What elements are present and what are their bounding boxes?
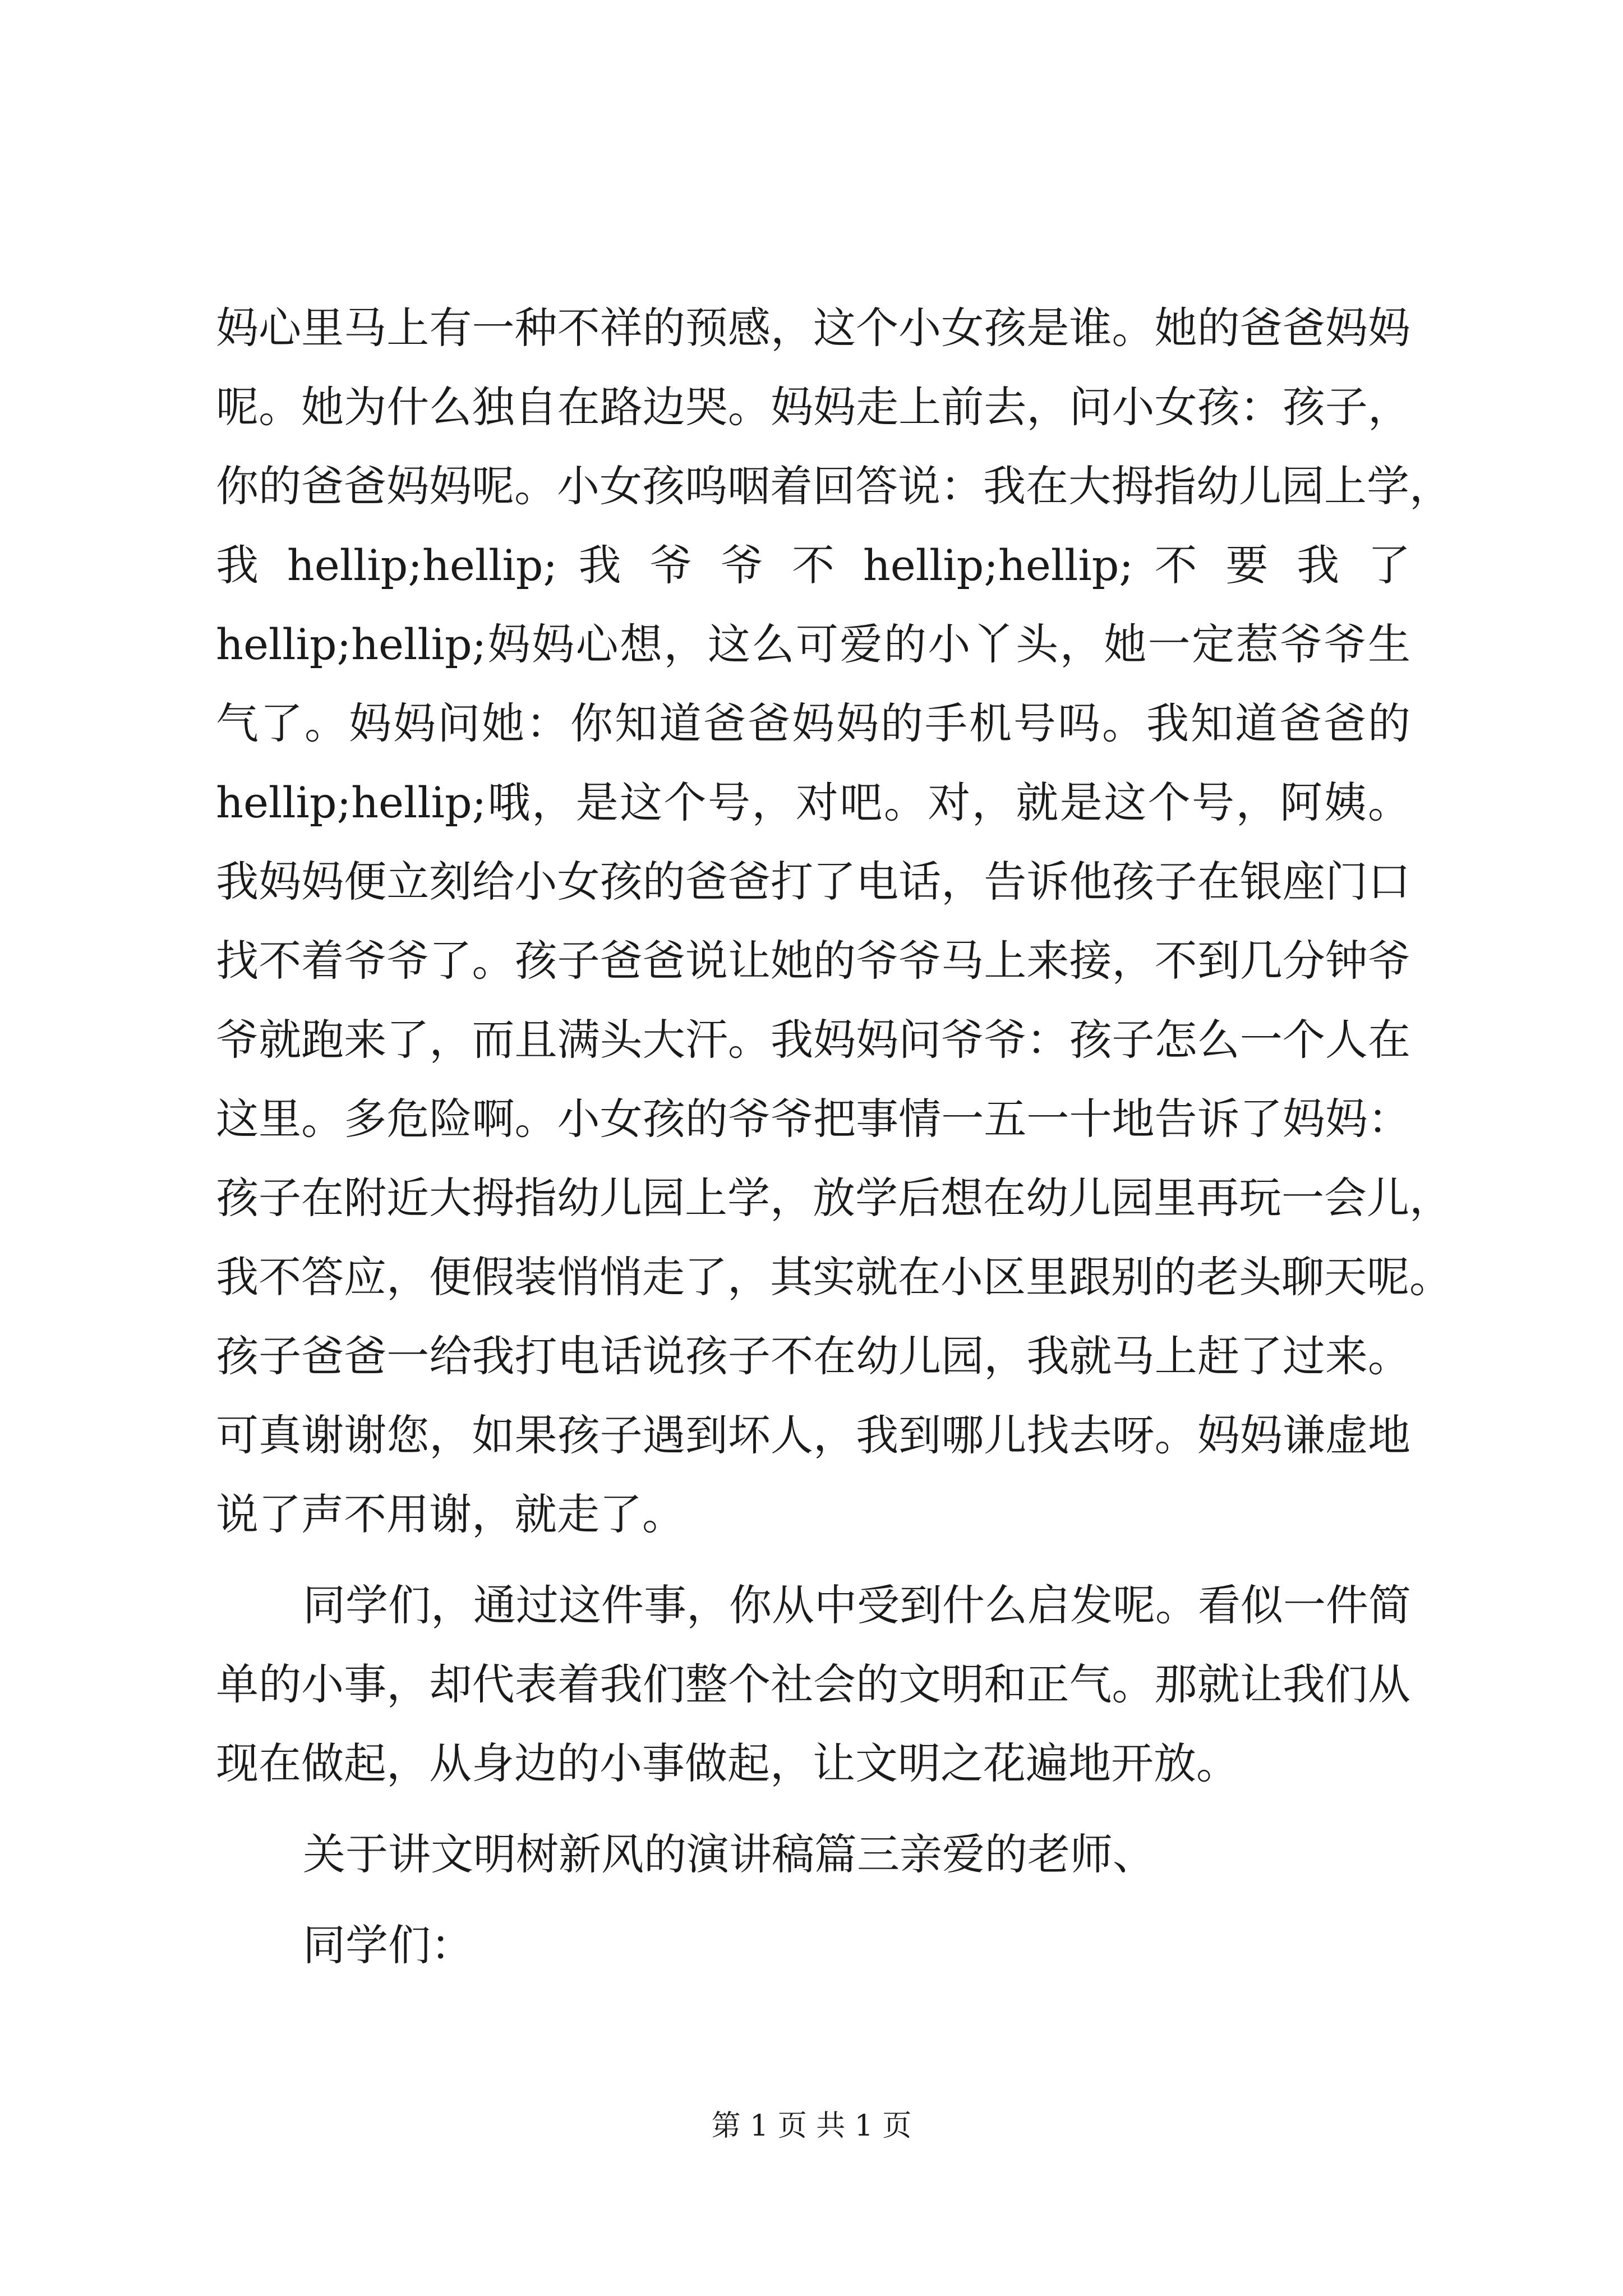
body-text-line: 孩子在附近大拇指幼儿园上学，放学后想在幼儿园里再玩一会儿， bbox=[216, 1173, 1452, 1223]
body-text-line: 爷就跑来了，而且满头大汗。我妈妈问爷爷：孩子怎么一个人在 bbox=[216, 1015, 1410, 1065]
body-text-line: hellip;hellip;哦，是这个号，对吧。对，就是这个号，阿姨。 bbox=[216, 777, 1410, 827]
page-number-footer: 第 1 页 共 1 页 bbox=[711, 2109, 912, 2143]
body-text-line: 这里。多危险啊。小女孩的爷爷把事情一五一十地告诉了妈妈： bbox=[216, 1094, 1410, 1144]
body-text-line: 说了声不用谢，就走了。 bbox=[216, 1489, 685, 1539]
body-text-line: 同学们，通过这件事，你从中受到什么启发呢。看似一件简 bbox=[303, 1580, 1411, 1630]
body-text-line: 现在做起，从身边的小事做起，让文明之花遍地开放。 bbox=[216, 1738, 1239, 1788]
section-heading-line: 关于讲文明树新风的演讲稿篇三亲爱的老师、 bbox=[303, 1829, 1155, 1879]
body-text-line: 我妈妈便立刻给小女孩的爸爸打了电话，告诉他孩子在银座门口 bbox=[216, 857, 1410, 907]
body-text-line: 我 hellip;hellip; 我 爷 爷 不 hellip;hellip; 不 要 我 了 bbox=[216, 540, 1410, 590]
salutation-line: 同学们： bbox=[303, 1920, 473, 1970]
body-text-line: 气了。妈妈问她：你知道爸爸妈妈的手机号吗。我知道爸爸的 bbox=[216, 698, 1410, 748]
body-text-line: 找不着爷爷了。孩子爸爸说让她的爷爷马上来接，不到几分钟爷 bbox=[216, 936, 1410, 986]
body-text-line: 我不答应，便假装悄悄走了，其实就在小区里跟别的老头聊天呢。 bbox=[216, 1252, 1452, 1302]
body-text-line: 可真谢谢您，如果孩子遇到坏人，我到哪儿找去呀。妈妈谦虚地 bbox=[216, 1410, 1410, 1460]
body-text-line: 单的小事，却代表着我们整个社会的文明和正气。那就让我们从 bbox=[216, 1659, 1410, 1709]
body-text-line: 妈心里马上有一种不祥的预感，这个小女孩是谁。她的爸爸妈妈 bbox=[216, 303, 1410, 353]
body-text-line: 呢。她为什么独自在路边哭。妈妈走上前去，问小女孩：孩子， bbox=[216, 382, 1410, 432]
body-text-line: hellip;hellip;妈妈心想，这么可爱的小丫头，她一定惹爷爷生 bbox=[216, 619, 1410, 669]
body-text-line: 你的爸爸妈妈呢。小女孩呜咽着回答说：我在大拇指幼儿园上学， bbox=[216, 461, 1452, 511]
body-text-line: 孩子爸爸一给我打电话说孩子不在幼儿园，我就马上赶了过来。 bbox=[216, 1331, 1410, 1381]
